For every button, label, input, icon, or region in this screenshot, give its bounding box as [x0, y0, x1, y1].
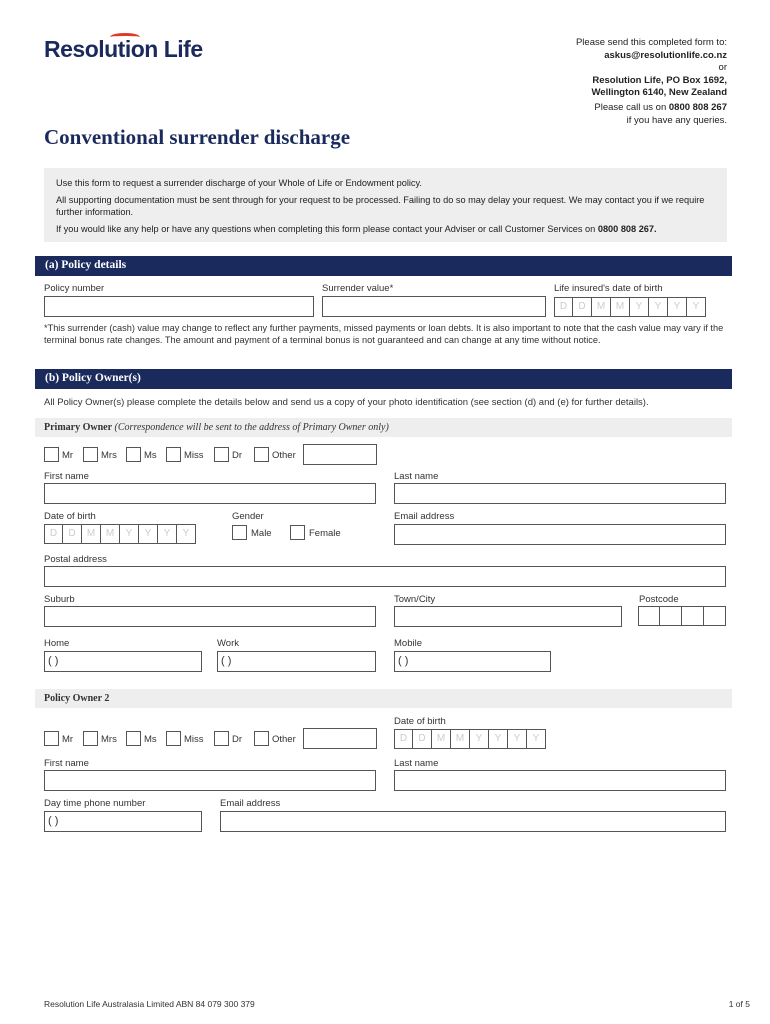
owner2-title-mr-checkbox[interactable]	[44, 731, 59, 746]
owner2-title-miss-checkbox[interactable]	[166, 731, 181, 746]
contact-info	[576, 37, 727, 127]
policy-owner-2-heading: Policy Owner 2	[35, 689, 732, 708]
contact-phone: 0800 808 267	[668, 101, 727, 113]
gender-label: Gender	[232, 511, 264, 522]
title-other-checkbox[interactable]	[254, 447, 269, 462]
email-label: Email address	[394, 511, 455, 522]
town-city-label: Town/City	[394, 594, 436, 605]
suburb-label: Suburb	[44, 594, 75, 605]
company-logo: Resolution Life	[44, 36, 203, 63]
owner2-title-miss-label: Miss	[184, 734, 204, 745]
section-b-heading: (b) Policy Owner(s)	[35, 369, 732, 389]
work-phone-label: Work	[217, 638, 239, 649]
contact-address-line1: Resolution Life, PO Box 1692,	[592, 74, 727, 86]
owner2-dob-input[interactable]: D D M M Y Y Y Y	[394, 729, 546, 749]
owner2-title-other-label: Other	[272, 734, 296, 745]
primary-owner-heading: Primary Owner (Correspondence will be sent to the address of Primary Owner only)	[35, 418, 732, 437]
surrender-value-input[interactable]	[322, 296, 546, 317]
contact-queries: if you have any queries.	[626, 114, 727, 126]
owner2-email-input[interactable]	[220, 811, 726, 832]
postcode-label: Postcode	[639, 594, 679, 605]
title-miss-label: Miss	[184, 450, 204, 461]
postal-address-label: Postal address	[44, 554, 107, 565]
owner2-last-name-label: Last name	[394, 758, 439, 769]
last-name-input[interactable]	[394, 483, 726, 504]
intro-paragraph-2: All supporting documentation must be sent through for your request to be processed. Failing to do so may delay your request. We may contact you if we require further information.	[56, 194, 705, 218]
postcode-input[interactable]	[638, 606, 726, 626]
life-insured-dob-label: Life insured's date of birth	[554, 283, 663, 294]
contact-email[interactable]: askus@resolutionlife.co.nz	[604, 49, 727, 61]
home-phone-label: Home	[44, 638, 70, 649]
contact-address-line2: Wellington 6140, New Zealand	[591, 87, 727, 99]
gender-male-label: Male	[251, 528, 272, 539]
title-mr-checkbox[interactable]	[44, 447, 59, 462]
owner2-dob-label: Date of birth	[394, 716, 446, 727]
title-dr-label: Dr	[232, 450, 243, 461]
mobile-label: Mobile	[394, 638, 422, 649]
owner2-title-dr-checkbox[interactable]	[214, 731, 229, 746]
owner2-title-ms-label: Ms	[144, 734, 157, 745]
owner2-last-name-input[interactable]	[394, 770, 726, 791]
first-name-label: First name	[44, 471, 89, 482]
gender-female-label: Female	[309, 528, 341, 539]
owner2-day-phone-label: Day time phone number	[44, 798, 146, 809]
title-mr-label: Mr	[62, 450, 74, 461]
page-title: Conventional surrender discharge	[44, 125, 351, 149]
section-a-heading: (a) Policy details	[35, 256, 732, 276]
title-miss-checkbox[interactable]	[166, 447, 181, 462]
dob-input[interactable]: D D M M Y Y Y Y	[44, 524, 196, 544]
contact-call-prefix: Please call us on	[594, 101, 669, 113]
owner2-title-other-checkbox[interactable]	[254, 731, 269, 746]
title-other-label: Other	[272, 450, 296, 461]
owner2-first-name-label: First name	[44, 758, 89, 769]
life-insured-dob-input[interactable]: D D M M Y Y Y Y	[554, 297, 706, 317]
contact-or: or	[718, 62, 727, 74]
policy-number-input[interactable]	[44, 296, 314, 317]
intro-paragraph-3: If you would like any help or have any questions when completing this form please contact your Adviser or call Customer Services on	[56, 223, 598, 234]
footer-company: Resolution Life Australasia Limited ABN 84 079 300 379	[44, 999, 255, 1009]
owner2-title-ms-checkbox[interactable]	[126, 731, 141, 746]
surrender-value-note: *This surrender (cash) value may change to reflect any further payments, missed payments or loan debts. It is also important to note that the cash value may vary if the terminal bonus rate changes. The amount and payment of a terminal bonus is not guaranteed and can change at any time without notice.	[44, 323, 724, 346]
first-name-input[interactable]	[44, 483, 376, 504]
intro-panel	[44, 168, 727, 242]
suburb-input[interactable]	[44, 606, 376, 627]
owner2-email-label: Email address	[220, 798, 281, 809]
dob-label: Date of birth	[44, 511, 96, 522]
town-city-input[interactable]	[394, 606, 622, 627]
title-ms-label: Ms	[144, 450, 157, 461]
owner2-title-mr-label: Mr	[62, 734, 74, 745]
mobile-input[interactable]: ( )	[394, 651, 551, 672]
intro-phone: 0800 808 267.	[597, 223, 657, 234]
gender-male-checkbox[interactable]	[232, 525, 247, 540]
work-phone-input[interactable]: ( )	[217, 651, 376, 672]
owner2-title-other-input[interactable]	[303, 728, 377, 749]
owner2-day-phone-input[interactable]: ( )	[44, 811, 202, 832]
title-other-input[interactable]	[303, 444, 377, 465]
title-mrs-checkbox[interactable]	[83, 447, 98, 462]
owner2-title-mrs-checkbox[interactable]	[83, 731, 98, 746]
home-phone-input[interactable]: ( )	[44, 651, 202, 672]
postal-address-input[interactable]	[44, 566, 726, 587]
gender-female-checkbox[interactable]	[290, 525, 305, 540]
logo-swoosh-icon	[110, 33, 140, 41]
owner-instructions: All Policy Owner(s) please complete the details below and send us a copy of your photo identification (see section (d) and (e) for further details).	[44, 397, 649, 408]
contact-intro: Please send this completed form to:	[575, 37, 727, 48]
intro-paragraph-1: Use this form to request a surrender discharge of your Whole of Life or Endowment policy.	[56, 178, 422, 188]
owner2-title-mrs-label: Mrs	[101, 734, 117, 745]
title-ms-checkbox[interactable]	[126, 447, 141, 462]
policy-number-label: Policy number	[44, 283, 105, 294]
footer-page-number: 1 of 5	[728, 999, 750, 1009]
email-input[interactable]	[394, 524, 726, 545]
title-mrs-label: Mrs	[101, 450, 117, 461]
surrender-value-label: Surrender value*	[322, 283, 394, 294]
owner2-title-dr-label: Dr	[232, 734, 243, 745]
title-dr-checkbox[interactable]	[214, 447, 229, 462]
owner2-first-name-input[interactable]	[44, 770, 376, 791]
last-name-label: Last name	[394, 471, 439, 482]
